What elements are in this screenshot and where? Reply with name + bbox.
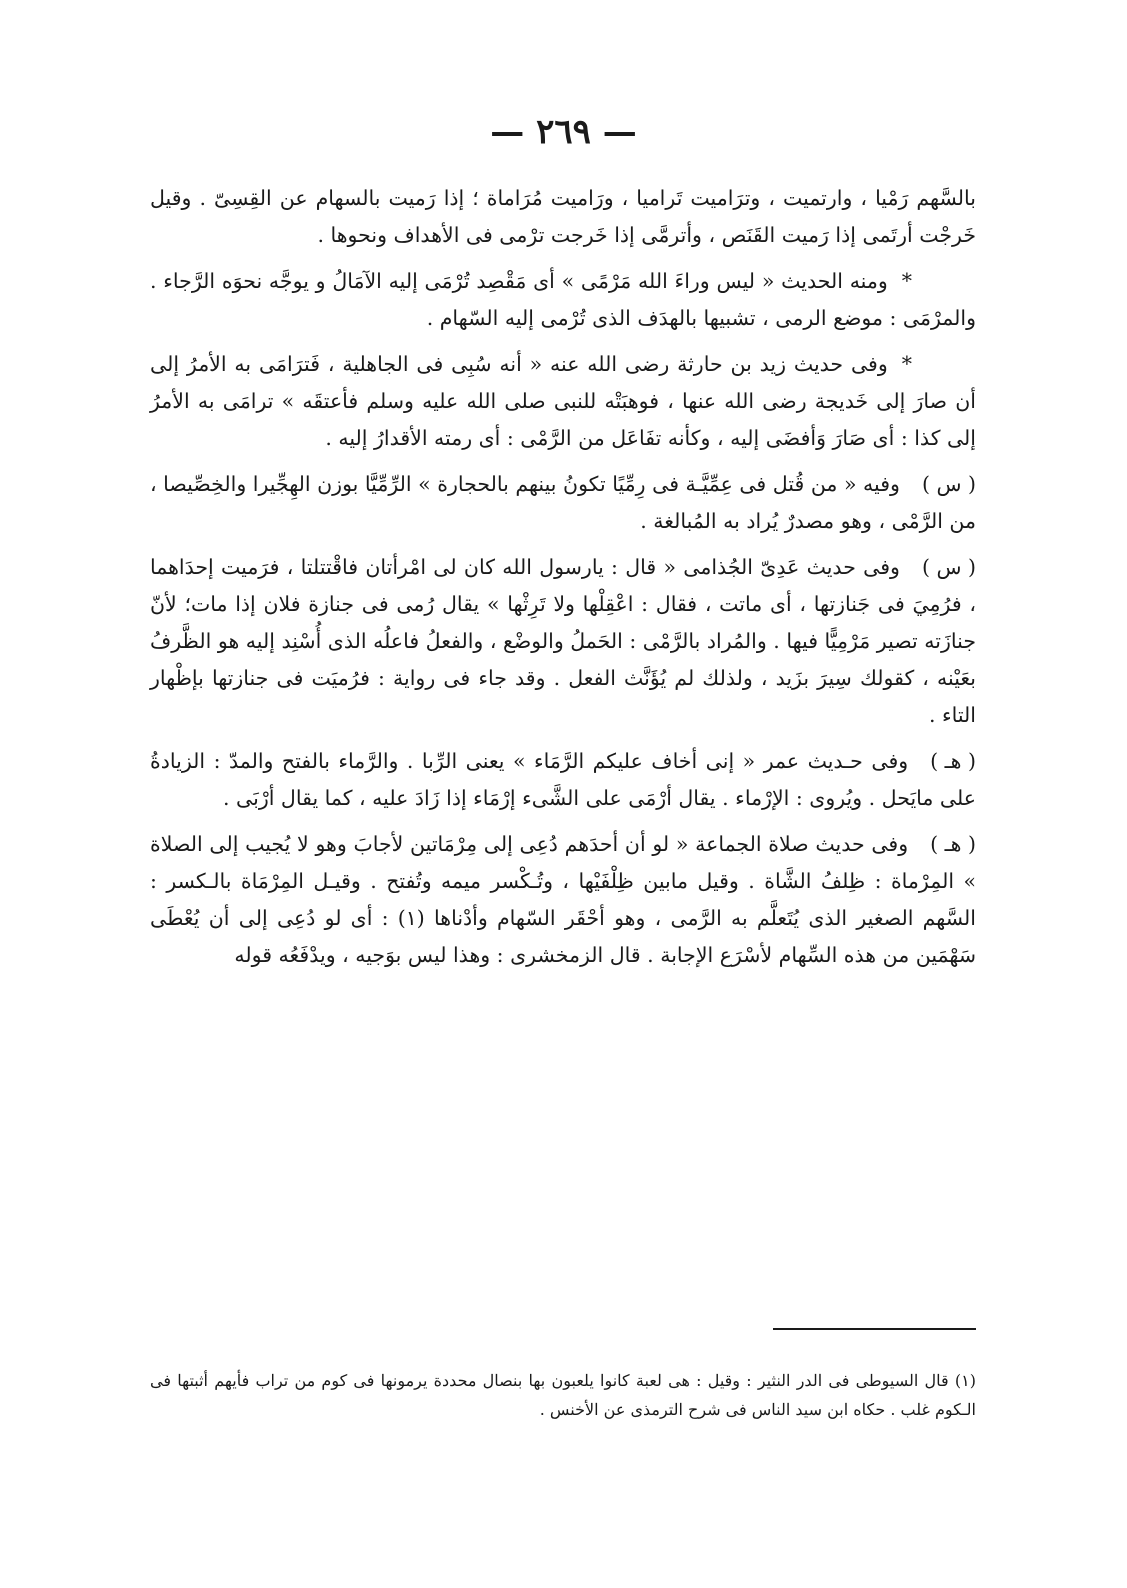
entry-marker: ( هـ ) (930, 749, 976, 773)
paragraph (150, 826, 976, 974)
paragraph (150, 743, 976, 817)
footnote-divider (773, 1328, 976, 1330)
paragraph-text: وفيه « من قُتل فى عِمِّيَّـة فى رِمِّيًا تكونُ بينهم بالحجارة » الرِّمِّيَّا بوزن الهِجِّيرا والخِصِّيصا ، من الرَّمْى ، وهو مصدرٌ يُراد به المُبالغة . (150, 472, 976, 533)
paragraph (150, 466, 976, 540)
footnotes (150, 1366, 976, 1424)
paragraph-text: وفى حديث صلاة الجماعة « لو أن أحدَهم دُعِى إلى مِرْمَاتين لأجابَ وهو لا يُجيب إلى الصلاة » المِرْماة : ظِلفُ الشَّاة . وقيل مابين ظِلْفَيْها ، وتُـكْسر ميمه وتُفتح . وقيـل المِرْمَاة بالـكسر : السَّهم الصغير الذى يُتَعلَّم به الرَّمى ، وهو أحْقَر السّهام وأدْناها (١) : أى لو دُعِى إلى أن يُعْطَى سَهْمَين من هذه السِّهام لأسْرَع الإجابة . قال الزمخشرى : وهذا ليس بوَجيه ، ويدْفَعُه قوله (150, 832, 976, 967)
paragraph-text: وفى حـديث عمر « إنى أخاف عليكم الرَّمَاء » يعنى الرِّبا . والرَّماء بالفتح والمدّ : الزيادةُ على مايَحل . ويُروى : الإرْماء . يقال أرْمَى على الشَّىء إرْمَاء إذا زَادَ عليه ، كما يقال أرْبَى . (150, 749, 976, 810)
paragraph (150, 346, 976, 457)
entry-marker: * (901, 352, 912, 376)
footnote-text: (١) قال السيوطى فى الدر النثير : وقيل : هى لعبة كانوا يلعبون بها بنصال محددة يرمونها فى كوم من تراب فأيهم أثبتها فى الـكوم غلب . حكاه ابن سيد الناس فى شرح الترمذى عن الأخنس . (150, 1371, 976, 1419)
paragraph (150, 263, 976, 337)
paragraph (150, 180, 976, 254)
paragraph-text: ومنه الحديث « ليس وراءَ الله مَرْمًى » أى مَقْصِد تُرْمَى إليه الآمَالُ و يوجَّه نحوَه الرَّجاء . والمرْمَى : موضع الرمى ، تشبيها بالهدَف الذى تُرْمى إليه السّهام . (150, 269, 976, 330)
paragraph-text: وفى حديث عَدِىّ الجُذامى « قال : يارسول الله كان لى امْرأتان فاقْتتلتا ، فرَميت إحدَاهما ، فرُمِيَ فى جَنازتها ، أى ماتت ، فقال : اعْقِلْها ولا تَرِثْها » يقال رُمى فى جنازة فلان إذا مات؛ لأنّ جنازَته تصير مَرْمِيًّا فيها . والمُراد بالرَّمْى : الحَملُ والوضْع ، والفعلُ فاعلُه الذى أُسْنِد إليه هو الظَّرفُ بعَيْنه ، كقولك سِيرَ بزَيد ، ولذلك لم يُؤَنَّث الفعل . وقد جاء فى رواية : فرُميَت فى جنازتها بإظْهار التاء . (150, 555, 977, 727)
paragraph-text: وفى حديث زيد بن حارثة رضى الله عنه « أنه سُبِى فى الجاهلية ، فَترَامَى به الأمرُ إلى أن صارَ إلى خَديجة رضى الله عنها ، فوهبَتْه للنبى صلى الله عليه وسلم فأعتقَه » ترامَى به الأمرُ إلى كذا : أى صَارَ وَأفضَى إليه ، وكأنه تفَاعَل من الرَّمْى : أى رمته الأقدارُ إليه . (150, 352, 976, 450)
entry-marker: * (901, 269, 912, 293)
main-text (150, 180, 976, 983)
entry-marker: ( س ) (921, 472, 976, 496)
entry-marker: ( هـ ) (930, 832, 976, 856)
page-number: — ٢٦٩ — (490, 112, 637, 152)
entry-marker: ( س ) (921, 555, 976, 579)
paragraph-text: بالسَّهم رَمْيا ، وارتميت ، وترَاميت تَراميا ، ورَاميت مُرَاماة ؛ إذا رَميت بالسهام عن القِسِىّ . وقيل خَرجْت أرتَمى إذا رَميت القَنَص ، وأترمَّى إذا خَرجت ترْمى فى الأهداف ونحوها . (150, 186, 976, 247)
paragraph (150, 549, 976, 734)
